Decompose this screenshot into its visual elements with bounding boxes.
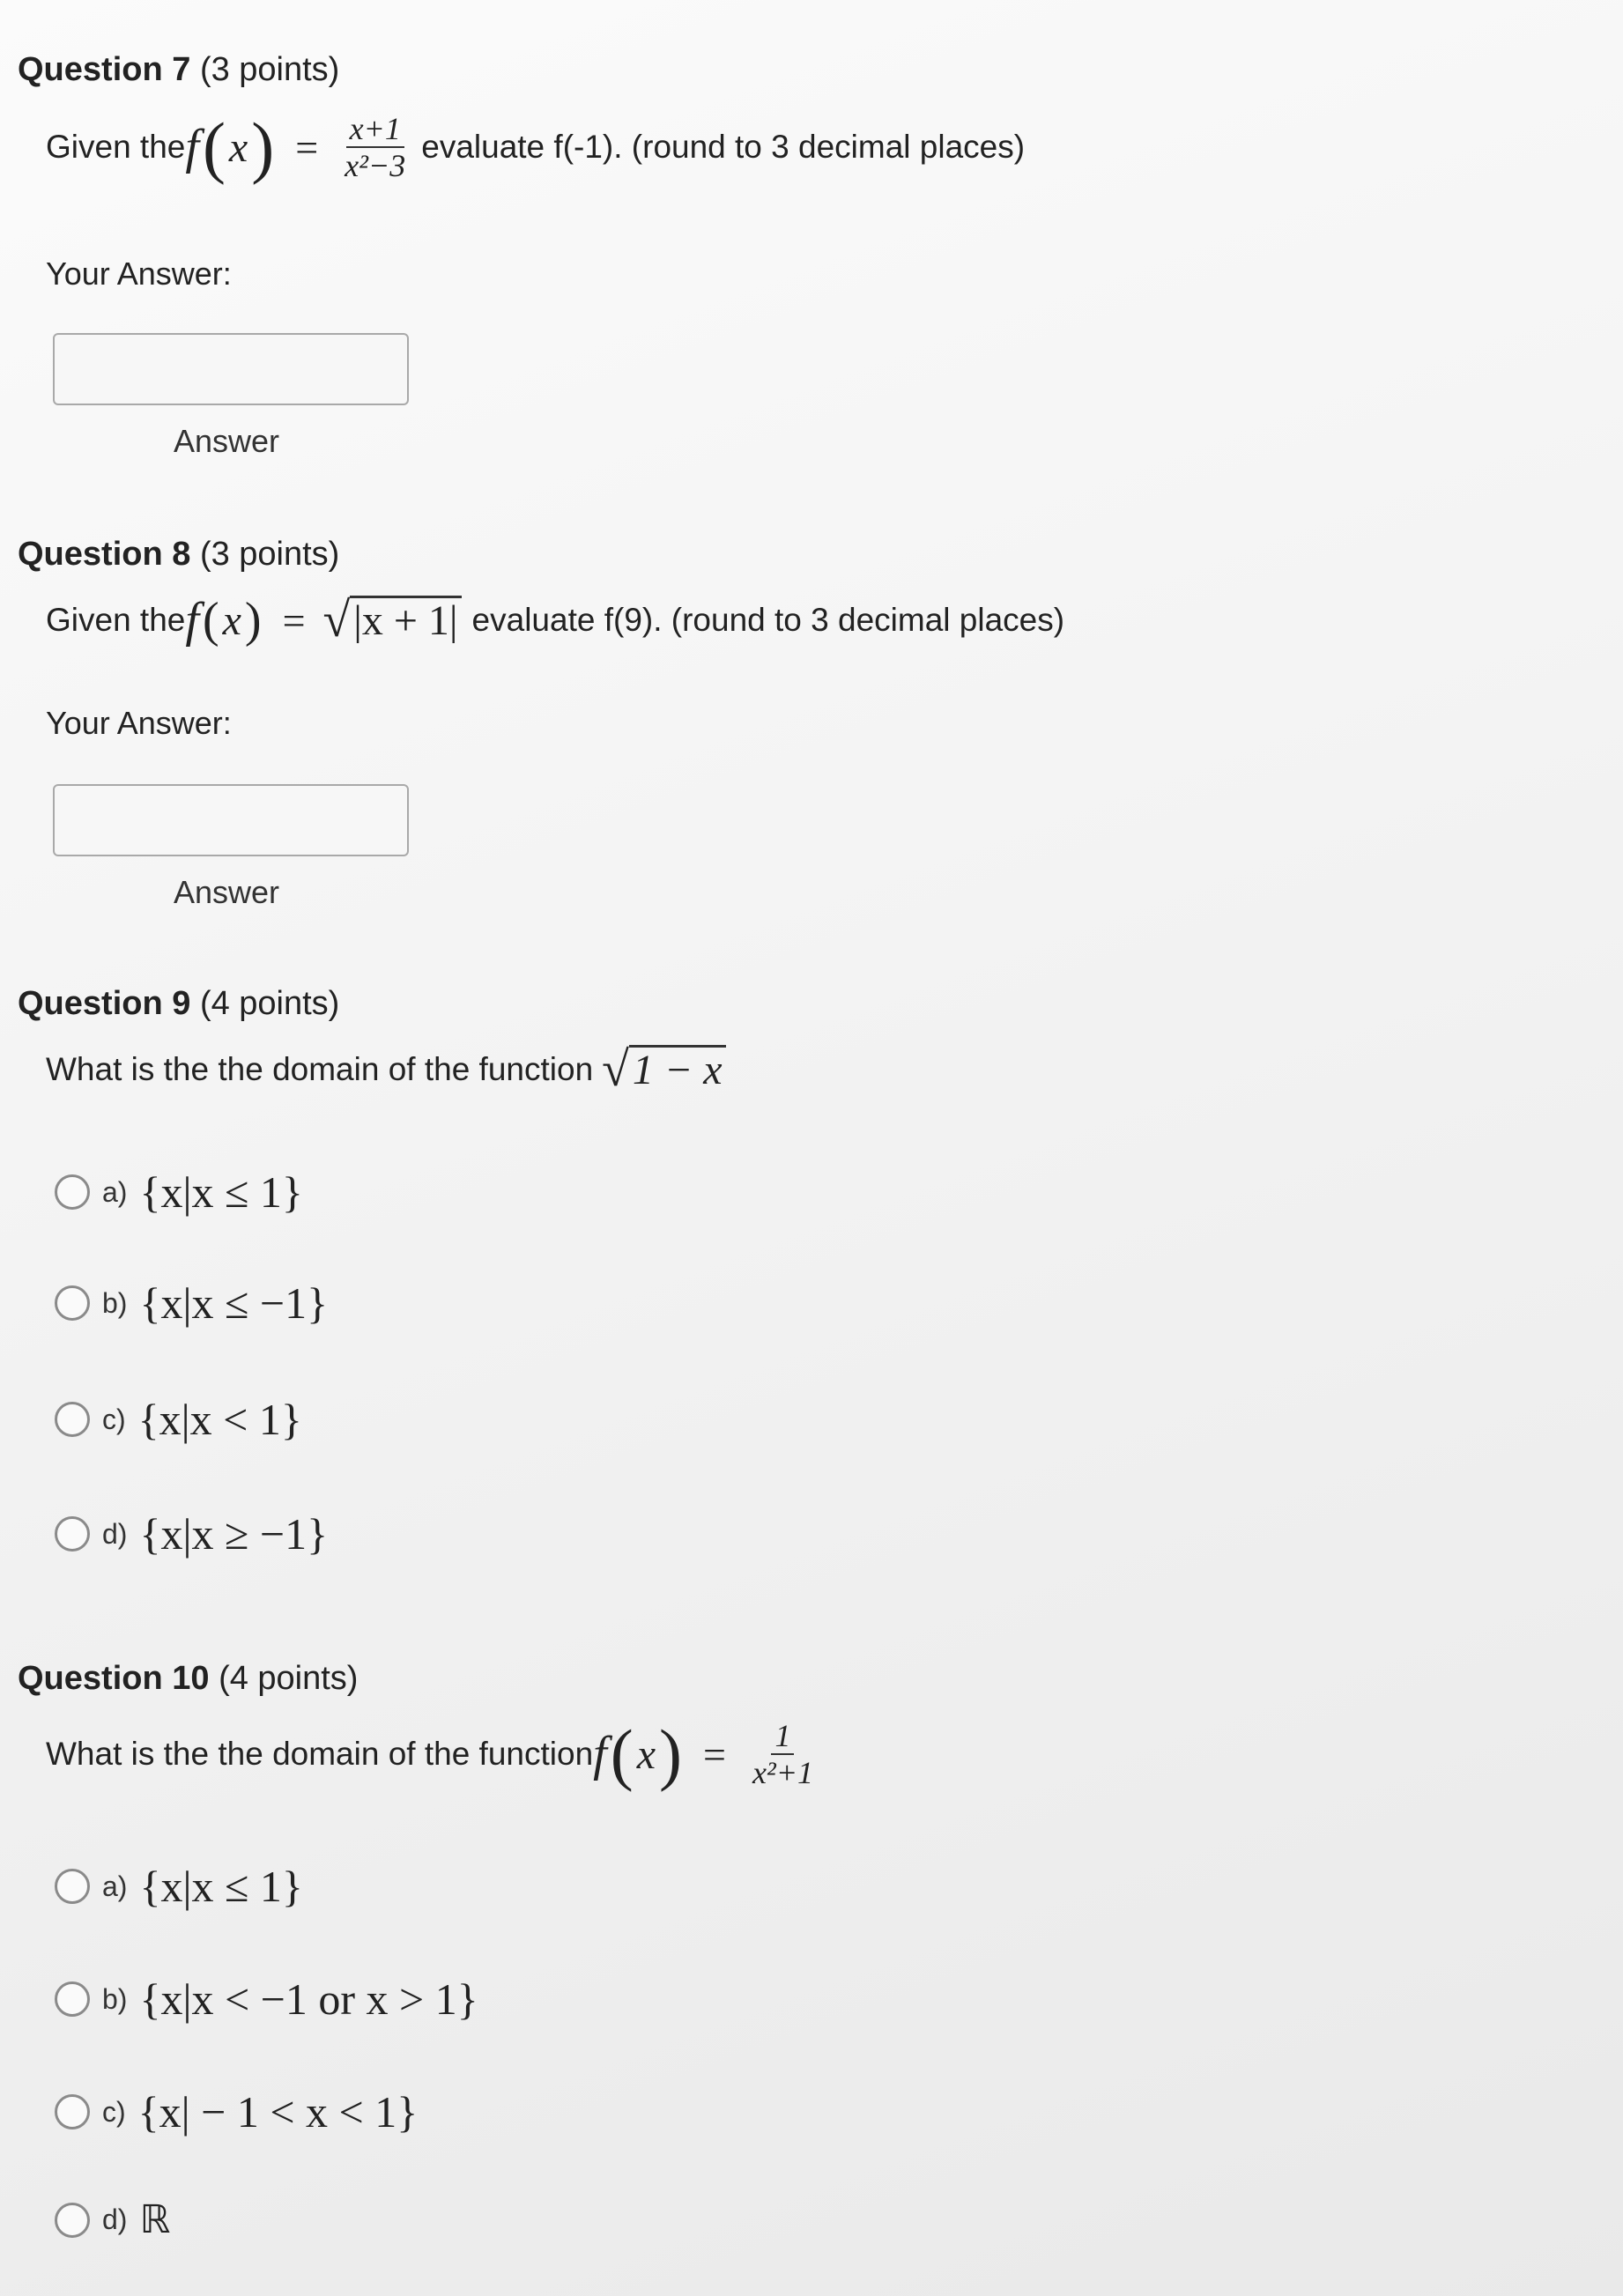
option-letter: d) — [102, 2203, 128, 2235]
q7-rparen: ) — [251, 108, 275, 185]
q10-prompt: What is the the domain of the function — [46, 1736, 594, 1772]
q7-suffix: evaluate f(-1). (round to 3 decimal places) — [421, 129, 1026, 165]
q8-f: f — [185, 593, 199, 648]
radio-button[interactable] — [55, 1174, 90, 1210]
q10-x: x — [636, 1730, 656, 1778]
question-9-points: (4 points) — [199, 985, 340, 1022]
radical-icon: √ — [322, 593, 351, 648]
q10-option-c[interactable] — [55, 2086, 418, 2137]
question-7-prompt — [46, 108, 1026, 185]
question-10-number: Question 10 — [18, 1660, 210, 1697]
q9-option-a[interactable] — [55, 1167, 303, 1218]
option-expression: {x|x ≤ 1} — [139, 1862, 303, 1911]
q8-sqrt — [322, 593, 462, 648]
question-10-prompt — [46, 1715, 822, 1792]
q8-x: x — [222, 596, 241, 644]
option-letter: b) — [102, 1286, 128, 1319]
q7-numerator: x+1 — [346, 113, 404, 148]
option-expression: {x|x ≥ −1} — [139, 1509, 329, 1559]
question-10-points: (4 points) — [219, 1660, 359, 1697]
q8-prefix: Given the — [46, 602, 186, 638]
question-7-header — [18, 51, 339, 89]
q8-answer-input[interactable] — [53, 784, 409, 856]
question-10-header — [18, 1660, 358, 1698]
q7-fraction — [345, 113, 405, 181]
q10-rparen: ) — [659, 1715, 682, 1792]
q10-fraction — [752, 1720, 813, 1789]
question-9-header — [18, 985, 339, 1023]
q10-f: f — [593, 1727, 607, 1781]
q7-x: x — [228, 123, 248, 171]
q8-rparen: ) — [244, 593, 262, 648]
q7-prefix: Given the — [46, 129, 186, 165]
radio-button[interactable] — [55, 1981, 90, 2017]
option-expression: ℝ — [139, 2197, 171, 2242]
q7-f: f — [185, 120, 199, 174]
q7-answer-input[interactable] — [53, 333, 409, 405]
q10-option-a[interactable] — [55, 1861, 303, 1912]
radio-button[interactable] — [55, 2203, 90, 2238]
option-letter: b) — [102, 1982, 128, 2015]
q10-option-b[interactable] — [55, 1974, 478, 2025]
question-8-prompt — [46, 592, 1064, 648]
q10-numerator: 1 — [771, 1720, 794, 1755]
q10-denominator: x²+1 — [752, 1755, 814, 1790]
question-8-number: Question 8 — [18, 536, 191, 573]
option-letter: a) — [102, 1175, 128, 1208]
radio-button[interactable] — [55, 1869, 90, 1904]
q9-option-b[interactable] — [55, 1278, 328, 1329]
q8-suffix: evaluate f(9). (round to 3 decimal places) — [471, 602, 1065, 638]
option-expression: {x| − 1 < x < 1} — [137, 2087, 419, 2137]
option-letter: a) — [102, 1870, 128, 1902]
q7-answer-caption: Answer — [174, 423, 280, 459]
q8-eq: = — [282, 597, 306, 643]
question-7-points: (3 points) — [199, 51, 340, 88]
q10-lparen: ( — [610, 1715, 634, 1792]
q8-lparen: ( — [202, 593, 219, 648]
q8-radicand: |x + 1| — [350, 596, 461, 645]
radio-button[interactable] — [55, 1516, 90, 1552]
q7-eq: = — [295, 124, 319, 170]
q7-answer-label: Your Answer: — [46, 256, 232, 292]
question-9-number: Question 9 — [18, 985, 191, 1022]
option-letter: d) — [102, 1517, 128, 1550]
radio-button[interactable] — [55, 1402, 90, 1437]
q8-answer-caption: Answer — [174, 874, 280, 910]
option-expression: {x|x ≤ 1} — [139, 1167, 303, 1217]
q10-eq: = — [703, 1731, 726, 1777]
q9-option-d[interactable] — [55, 1508, 328, 1559]
question-9-prompt — [46, 1042, 726, 1097]
question-8-header — [18, 536, 339, 574]
option-expression: {x|x < 1} — [137, 1395, 302, 1444]
radio-button[interactable] — [55, 2094, 90, 2129]
option-expression: {x|x ≤ −1} — [139, 1278, 329, 1328]
question-7-number: Question 7 — [18, 51, 191, 88]
q9-option-c[interactable] — [55, 1394, 302, 1445]
radio-button[interactable] — [55, 1285, 90, 1321]
q9-radicand: 1 − x — [629, 1045, 726, 1094]
q10-option-d[interactable] — [55, 2197, 170, 2242]
q7-denominator: x²−3 — [345, 148, 406, 183]
q7-lparen: ( — [202, 108, 226, 185]
option-expression: {x|x < −1 or x > 1} — [139, 1974, 478, 2024]
radical-icon: √ — [602, 1042, 629, 1097]
option-letter: c) — [102, 1403, 126, 1435]
option-letter: c) — [102, 2095, 126, 2128]
q8-answer-label: Your Answer: — [46, 705, 232, 741]
q9-prompt: What is the the domain of the function — [46, 1051, 594, 1087]
question-8-points: (3 points) — [199, 536, 340, 573]
q9-sqrt — [602, 1042, 725, 1097]
